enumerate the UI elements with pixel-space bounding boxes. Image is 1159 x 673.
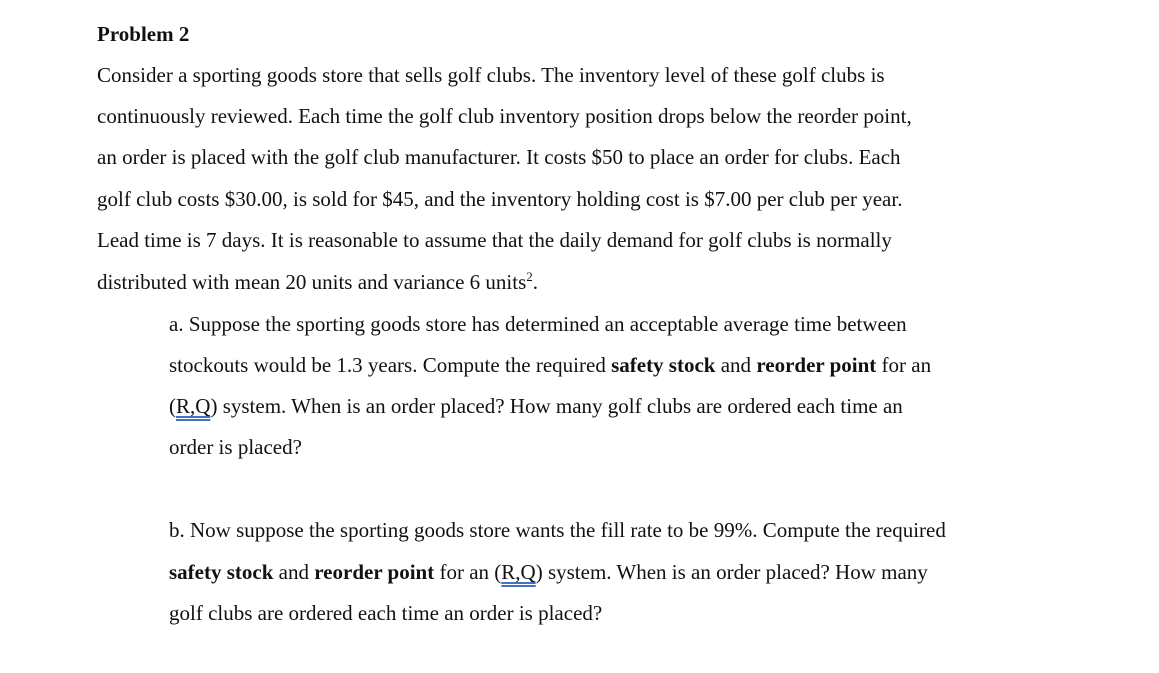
bold-term-reorder-point: reorder point (314, 560, 435, 584)
bold-term-safety-stock: safety stock (169, 560, 274, 584)
superscript: 2 (526, 269, 533, 284)
text-span: for an (876, 353, 932, 377)
text-span: and (273, 560, 315, 584)
part-b-line: golf clubs are ordered each time an order is placed? (169, 601, 603, 625)
intro-last-text: distributed with mean 20 units and variance 6 units (97, 270, 527, 294)
intro-last-end: . (532, 270, 538, 294)
intro-line: Lead time is 7 days. It is reasonable to assume that the daily demand for golf clubs is normally (97, 228, 892, 252)
part-a-line (169, 351, 931, 379)
intro-line (97, 268, 538, 296)
bold-term-safety-stock: safety stock (611, 353, 716, 377)
text-span: for an ( (434, 560, 502, 584)
part-b-line: b. Now suppose the sporting goods store wants the fill rate to be 99%. Compute the required (169, 518, 946, 542)
text-span: stockouts would be 1.3 years. Compute the required (169, 353, 612, 377)
text-span: system. When is an order placed? How many golf clubs are ordered each time an (217, 394, 903, 418)
text-span: ) system. When is an order placed? How many (535, 560, 928, 584)
text-span: and (715, 353, 757, 377)
intro-line: continuously reviewed. Each time the golf club inventory position drops below the reorder point, (97, 104, 912, 128)
part-a-line: order is placed? (169, 435, 302, 459)
rq-term: R,Q (501, 560, 536, 584)
problem-title: Problem 2 (97, 22, 190, 46)
text-span: ) (210, 394, 218, 418)
rq-term: R,Q (176, 394, 211, 418)
bold-term-reorder-point: reorder point (756, 353, 877, 377)
part-a-line (169, 392, 903, 420)
intro-line: an order is placed with the golf club manufacturer. It costs $50 to place an order for clubs. Each (97, 145, 901, 169)
intro-line: Consider a sporting goods store that sells golf clubs. The inventory level of these golf clubs is (97, 63, 885, 87)
intro-line: golf club costs $30.00, is sold for $45, and the inventory holding cost is $7.00 per club per year. (97, 187, 903, 211)
text-span: ( (169, 394, 176, 418)
part-a-line: a. Suppose the sporting goods store has determined an acceptable average time between (169, 312, 907, 336)
part-b-line (169, 558, 928, 586)
